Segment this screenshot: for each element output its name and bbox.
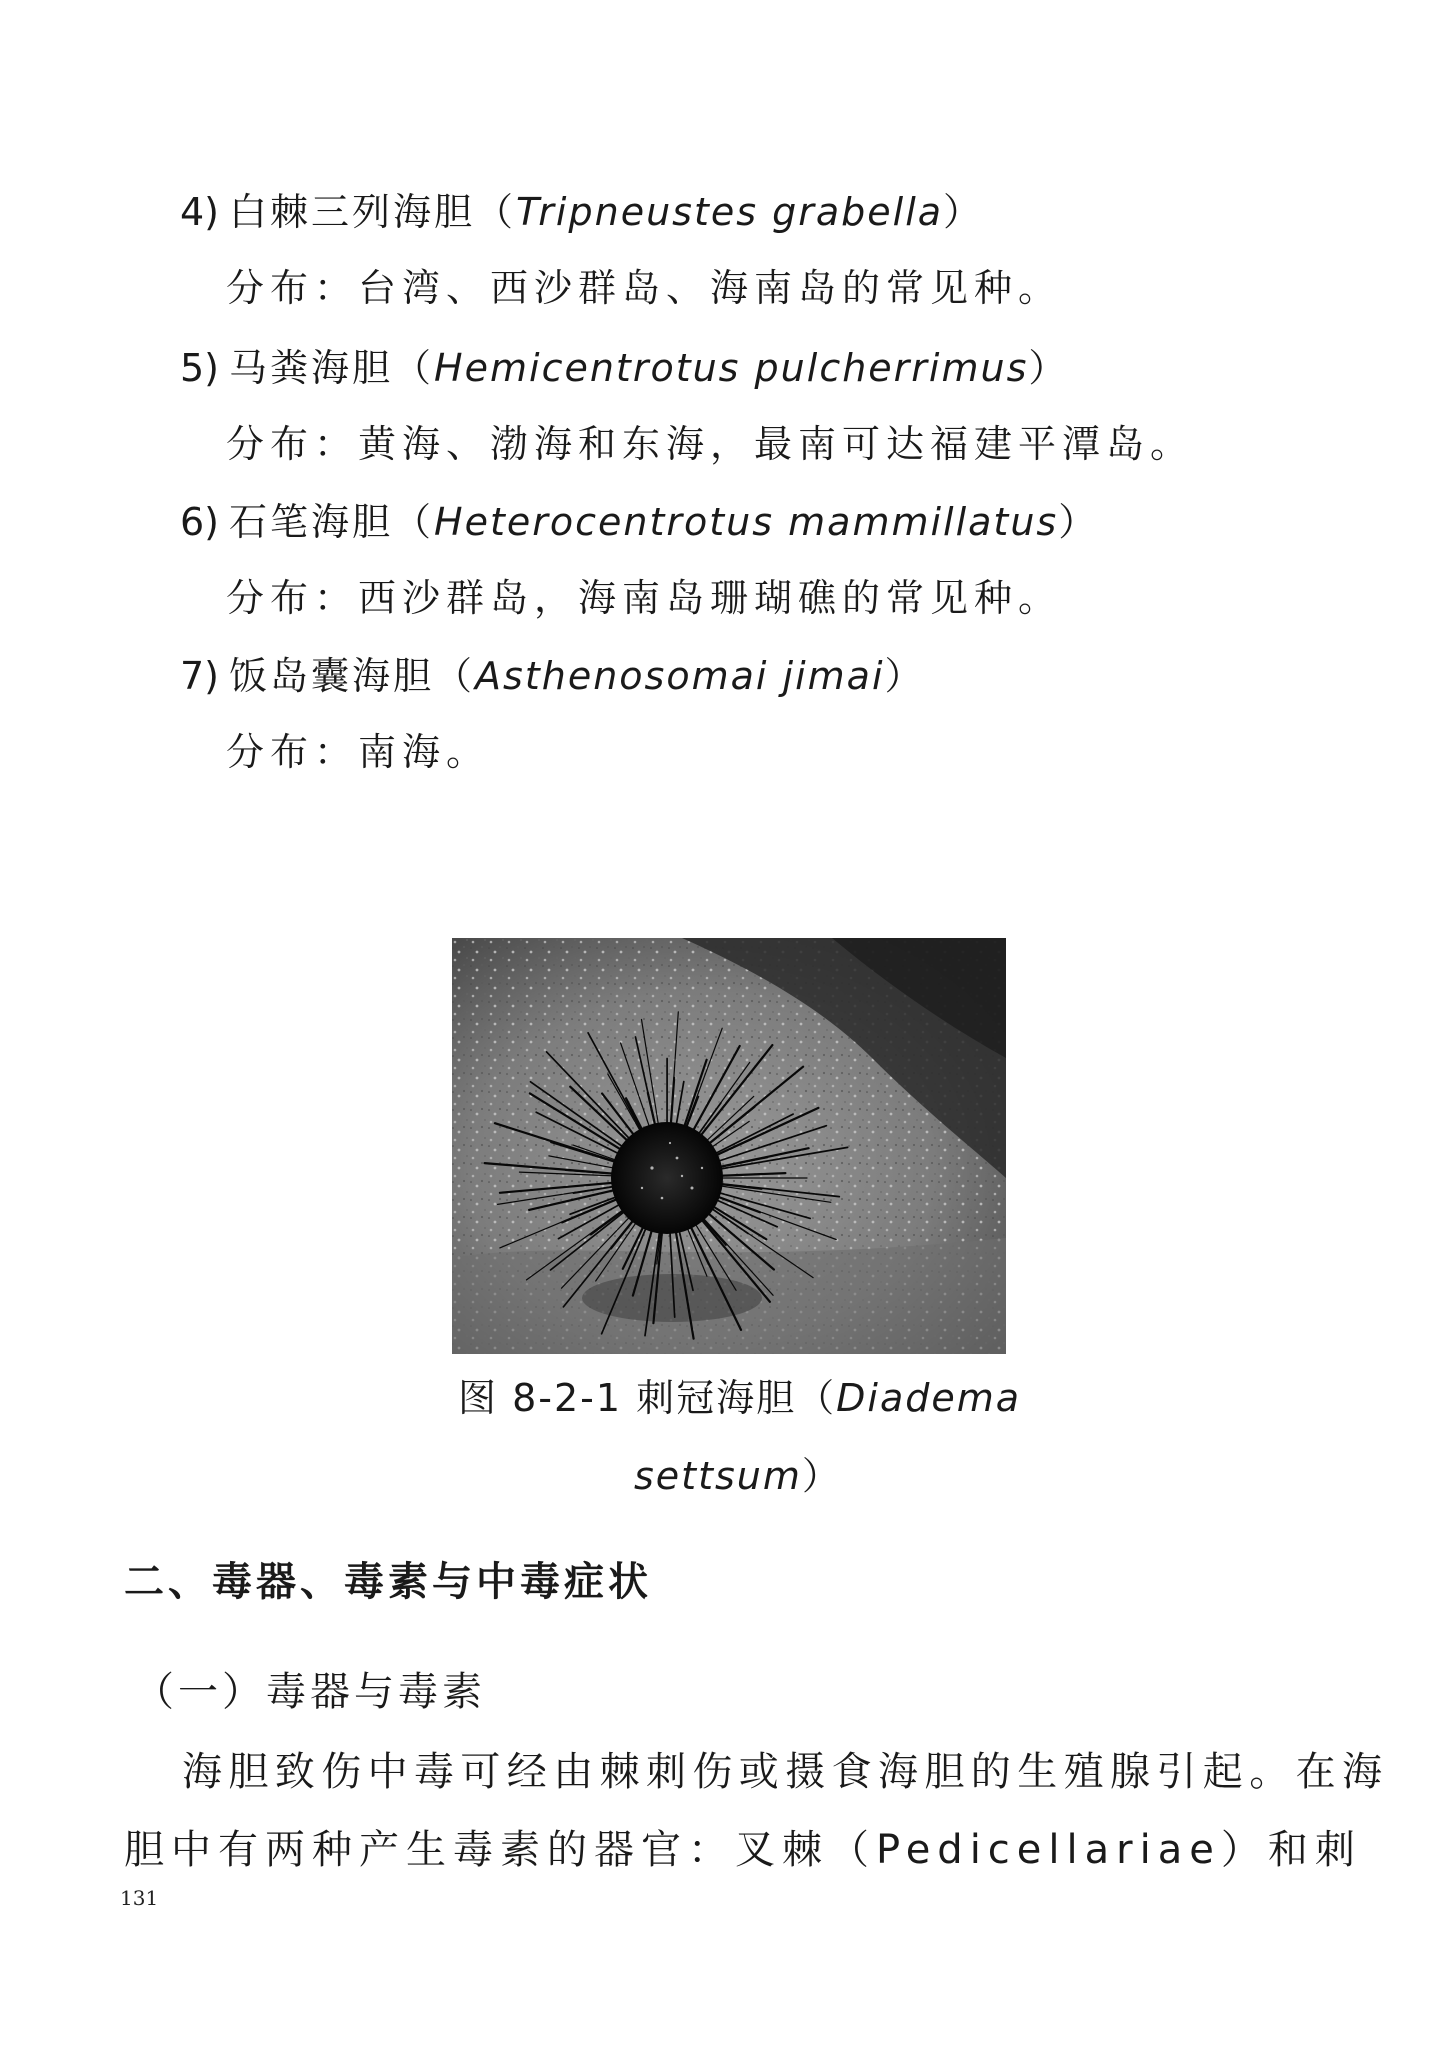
sea-urchin-photo [452,938,1006,1354]
species-distribution-5: 分布：黄海、渤海和东海，最南可达福建平潭岛。 [226,422,1195,466]
paren-open: （ [393,500,435,544]
species-chinese-name: 石笔海胆 [229,500,394,544]
species-distribution-6: 分布：西沙群岛，海南岛珊瑚礁的常见种。 [226,576,1063,620]
species-number: 7) [180,654,220,698]
species-item-7 [180,650,926,702]
species-item-6 [180,496,1099,548]
paren-close: ） [1028,346,1070,390]
species-distribution-4: 分布：台湾、西沙群岛、海南岛的常见种。 [226,266,1063,310]
species-chinese-name: 马粪海胆 [229,346,394,390]
species-number: 4) [180,190,220,234]
paren-close: ） [884,654,926,698]
caption-latin-species: settsum [634,1454,802,1498]
subsection-heading: （一）毒器与毒素 [134,1669,486,1715]
caption-latin-genus: Diadema [836,1376,1022,1420]
species-distribution-7: 分布：南海。 [226,730,491,774]
species-latin-name: Tripneustes grabella [516,190,944,234]
paren-close: ） [943,190,985,234]
species-number: 5) [180,346,220,390]
species-latin-name: Heterocentrotus mammillatus [434,500,1059,544]
page-number: 131 [120,1886,159,1910]
species-latin-name: Hemicentrotus pulcherrimus [434,346,1029,390]
figure-caption-line-1 [458,1372,1021,1424]
paragraph-line-2: 胆中有两种产生毒素的器官：叉棘（Pedicellariae）和刺 [124,1827,1362,1873]
paren-open: （ [434,654,476,698]
sea-urchin-illustration [452,938,1006,1354]
species-latin-name: Asthenosomai jimai [475,654,885,698]
species-chinese-name: 饭岛囊海胆 [229,654,435,698]
species-number: 6) [180,500,220,544]
paren-open: （ [393,346,435,390]
caption-prefix: 图 8-2-1 刺冠海胆（ [458,1376,837,1420]
figure-caption-line-2 [634,1450,842,1502]
species-item-4 [180,186,984,238]
paren-open: （ [475,190,517,234]
species-chinese-name: 白棘三列海胆 [229,190,476,234]
paren-close: ） [1058,500,1100,544]
caption-suffix: ） [801,1454,842,1498]
section-heading: 二、毒器、毒素与中毒症状 [124,1559,652,1605]
species-item-5 [180,342,1069,394]
paragraph-line-1: 海胆致伤中毒可经由棘刺伤或摄食海胆的生殖腺引起。在海 [182,1749,1389,1795]
